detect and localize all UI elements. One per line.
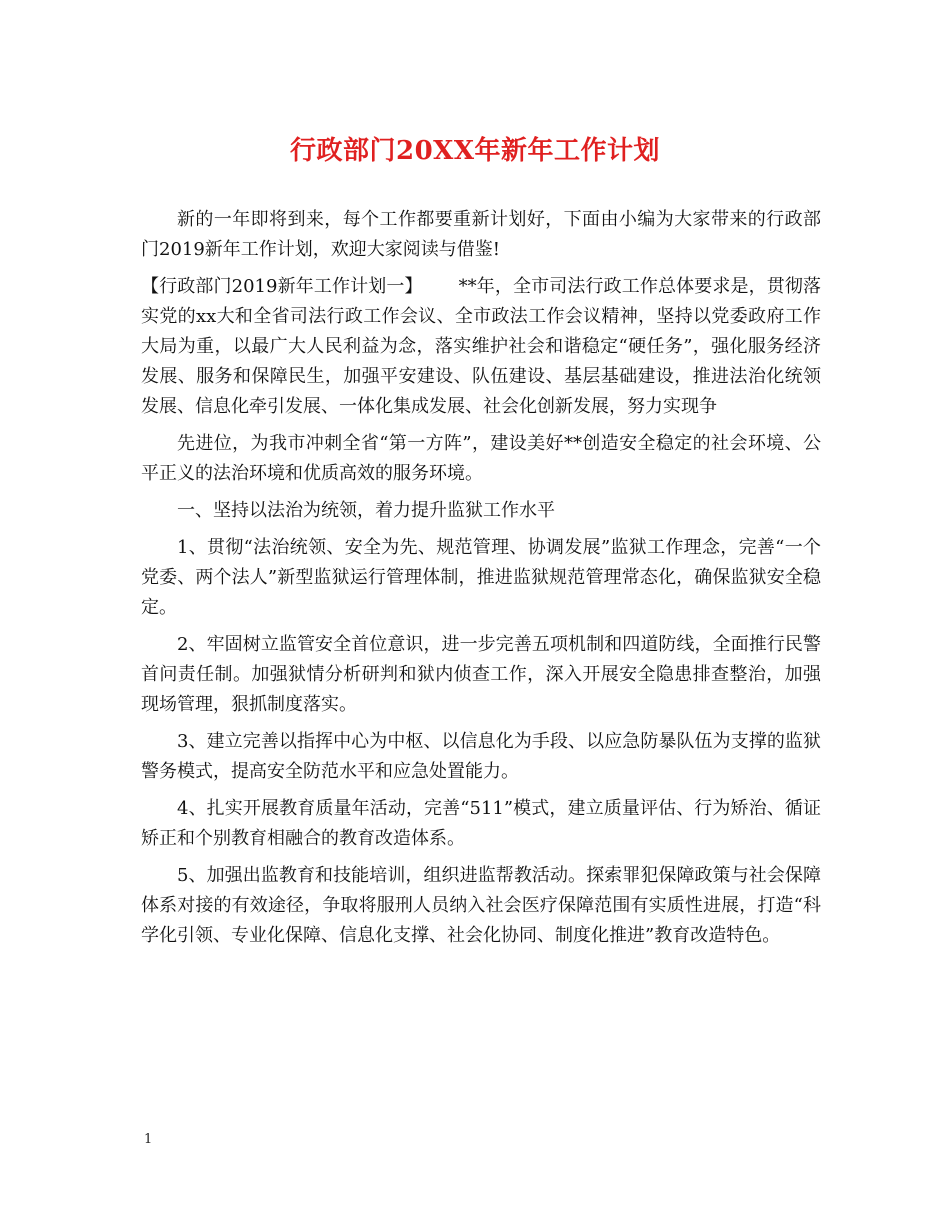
section-text: **年，全市司法行政工作总体要求是，贯彻落实党的xx大和全省司法行政工作会议、全市政法工作会议精神，坚持以党委政府工作大局为重，以最广大人民利益为念，落实维护社会和谐稳定“硬任务”，强化服务经济发展、服务和保障民生，加强平安建设、队伍建设、基层基础建设，推进法治化统领发展、信息化牵引发展、一体化集成发展、社会化创新发展，努力实现争	[141, 276, 822, 417]
body-paragraph: 2、牢固树立监管安全首位意识，进一步完善五项机制和四道防线，全面推行民警首问责任制。加强狱情分析研判和狱内侦查工作，深入开展安全隐患排查整治，加强现场管理，狠抓制度落实。	[141, 634, 821, 715]
intro-paragraph: 新的一年即将到来，每个工作都要重新计划好，下面由小编为大家带来的行政部门2019新年工作计划，欢迎大家阅读与借鉴!	[141, 209, 821, 260]
section-paragraph	[141, 272, 821, 422]
body-paragraph: 5、加强出监教育和技能培训，组织进监帮教活动。探索罪犯保障政策与社会保障体系对接的有效途径，争取将服刑人员纳入社会医疗保障范围有实质性进展，打造“科学化引领、专业化保障、信息化支撑、社会化协同、制度化推进”教育改造特色。	[141, 865, 821, 946]
body-paragraph: 先进位，为我市冲刺全省“第一方阵”，建设美好**创造安全稳定的社会环境、公平正义的法治环境和优质高效的服务环境。	[141, 433, 821, 484]
section-heading: 一、坚持以法治为统领，着力提升监狱工作水平	[177, 500, 555, 521]
document-body	[141, 205, 821, 958]
body-paragraph: 4、扎实开展教育质量年活动，完善“511”模式，建立质量评估、行为矫治、循证矫正和个别教育相融合的教育改造体系。	[141, 798, 821, 849]
body-paragraph: 1、贯彻“法治统领、安全为先、规范管理、协调发展”监狱工作理念，完善“一个党委、两个法人”新型监狱运行管理体制，推进监狱规范管理常态化，确保监狱安全稳定。	[141, 537, 821, 618]
page-number: 1	[144, 1132, 153, 1147]
document-title: 行政部门20XX年新年工作计划	[289, 136, 661, 166]
body-paragraph: 3、建立完善以指挥中心为中枢、以信息化为手段、以应急防暴队伍为支撑的监狱警务模式，提高安全防范水平和应急处置能力。	[141, 731, 821, 782]
section-label: 【行政部门2019新年工作计划一】	[141, 276, 423, 297]
